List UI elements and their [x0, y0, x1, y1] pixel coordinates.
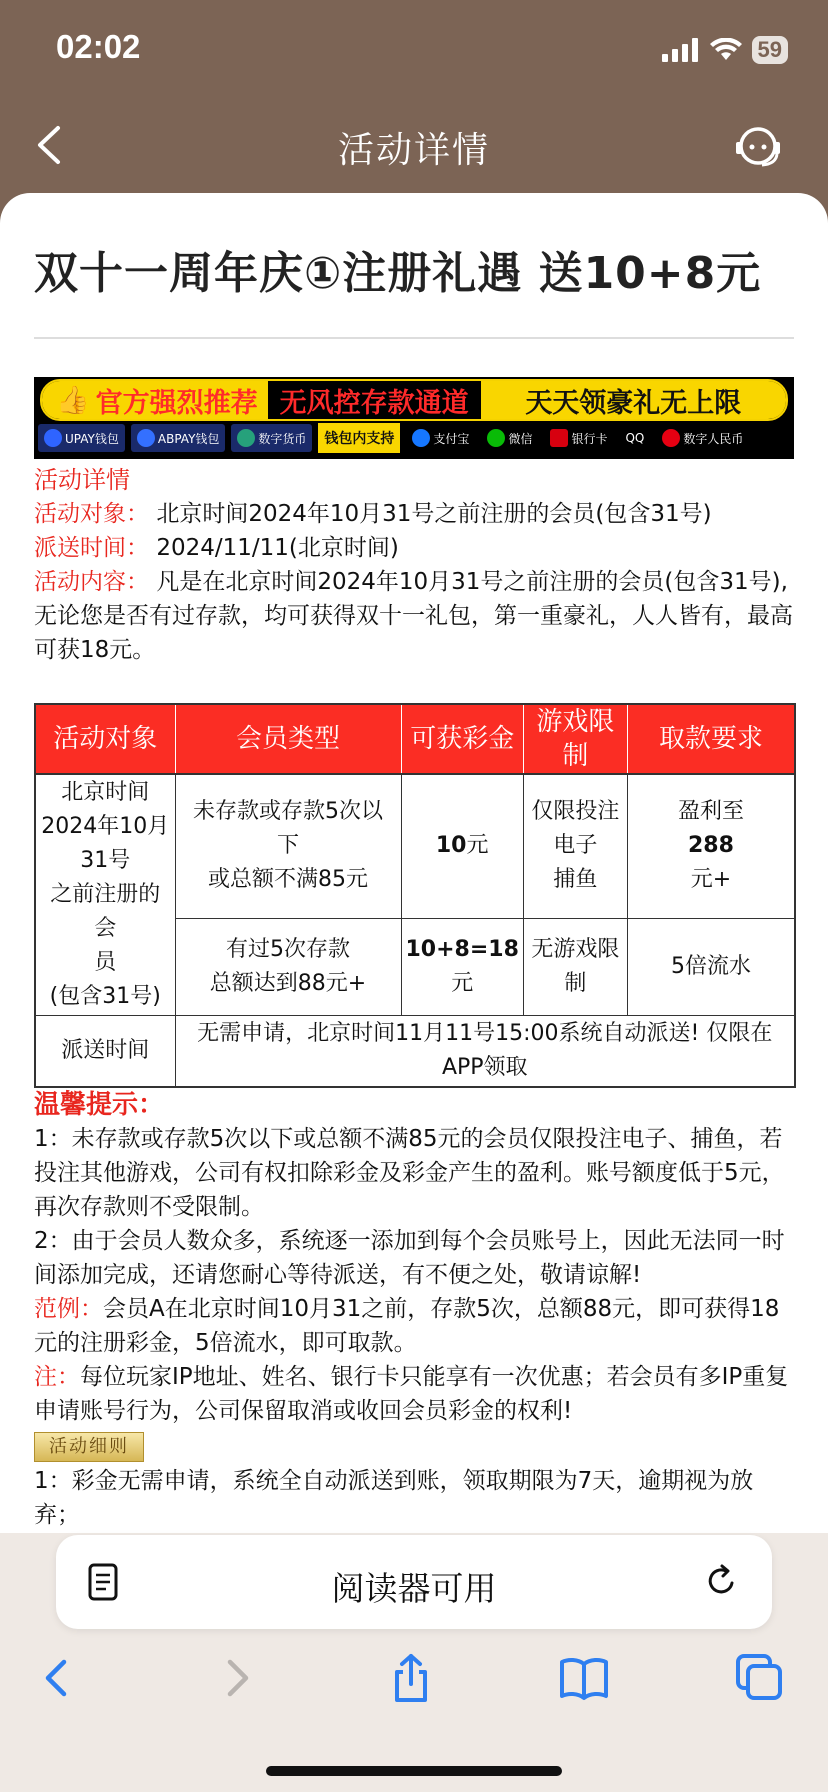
- alipay-icon: [412, 429, 430, 447]
- wifi-icon: [710, 38, 742, 62]
- banner-slogan-3: 天天领豪礼无上限: [481, 381, 786, 419]
- status-bar: [0, 0, 828, 100]
- wechat-icon: [487, 429, 505, 447]
- table-row: [35, 774, 795, 918]
- member-type-cell: 有过5次存款 总额达到88元+: [175, 918, 401, 1015]
- battery-indicator: 59: [752, 36, 788, 64]
- upay-logo-icon: [44, 429, 62, 447]
- unionpay-icon: [550, 429, 568, 447]
- tabs-icon[interactable]: [732, 1650, 788, 1706]
- activity-table: [34, 703, 796, 1088]
- thumbs-up-icon: 👍: [56, 385, 90, 416]
- withdraw-cell: 盈利至 288 元+: [627, 774, 795, 918]
- banner-payments: [34, 421, 794, 455]
- tip-note: 注：每位玩家IP地址、姓名、银行卡只能享有一次优惠；若会员有多IP重复申请账号行为，公司保留取消或收回会员彩金的权利!: [34, 1364, 789, 1424]
- detail-target: 活动对象： 北京时间2024年10月31号之前注册的会员(包含31号): [34, 501, 712, 527]
- pay-qq: QQ: [619, 424, 650, 452]
- banner-slogan-2: 无风控存款通道: [279, 387, 469, 419]
- tether-logo-icon: [237, 429, 255, 447]
- ecny-icon: [662, 429, 680, 447]
- game-limit-cell: 仅限投注 电子 捕鱼: [523, 774, 627, 918]
- nav-bar: [0, 100, 828, 190]
- tip-example: 范例：会员A在北京时间10月31之前，存款5次，总额88元，即可获得18元的注册彩金，5倍流水，即可取款。: [34, 1296, 780, 1356]
- rules-tag: 活动细则: [34, 1432, 144, 1462]
- bookmarks-icon[interactable]: [556, 1650, 612, 1706]
- table-header: 会员类型: [175, 704, 401, 774]
- wallet-abpay: ABPAY钱包: [131, 424, 226, 452]
- pay-wechat: 微信: [481, 424, 538, 452]
- tip-2: 2：由于会员人数众多，系统逐一添加到每个会员账号上，因此无法同一时间添加完成，还请您耐心等待派送，有不便之处，敬请谅解!: [34, 1228, 785, 1288]
- refresh-icon[interactable]: [704, 1563, 740, 1599]
- browser-back-icon[interactable]: [30, 1650, 86, 1706]
- bonus-cell: 10元: [401, 774, 523, 918]
- bonus-cell: 10+8=18 元: [401, 918, 523, 1015]
- wallet-upay: UPAY钱包: [38, 424, 125, 452]
- pay-ecny: 数字人民币: [656, 424, 749, 452]
- status-time: 02:02: [56, 28, 141, 65]
- rule-1: 1：彩金无需申请，系统全自动派送到账，领取期限为7天，逾期视为放弃；: [34, 1468, 754, 1528]
- table-header: 游戏限制: [523, 704, 627, 774]
- banner-slogan-1: 👍 官方强烈推荐: [42, 381, 268, 419]
- wallet-support-label: 钱包内支持: [318, 423, 400, 453]
- reader-label: 阅读器可用: [331, 1569, 497, 1608]
- pay-alipay: 支付宝: [406, 424, 475, 452]
- home-indicator: [266, 1766, 562, 1776]
- promo-banner: [34, 377, 794, 459]
- table-header: 活动对象: [35, 704, 175, 774]
- divider: [34, 337, 794, 339]
- detail-heading: 活动详情: [34, 466, 130, 494]
- withdraw-cell: 5倍流水: [627, 918, 795, 1015]
- signal-icon: [662, 38, 700, 62]
- table-header: 取款要求: [627, 704, 795, 774]
- nav-title: 活动详情: [337, 130, 490, 171]
- detail-time: 派送时间： 2024/11/11(北京时间): [34, 535, 399, 561]
- status-icons: [662, 36, 788, 64]
- dispatch-text-cell: 无需申请，北京时间11月11号15:00系统自动派送! 仅限在APP领取: [175, 1016, 795, 1088]
- pay-bankcard: 银行卡: [544, 424, 613, 452]
- tip-1: 1：未存款或存款5次以下或总额不满85元的会员仅限投注电子、捕鱼，若投注其他游戏，公司有权扣除彩金及彩金产生的盈利。账号额度低于5元，再次存款则不受限制。: [34, 1126, 785, 1220]
- share-icon[interactable]: [383, 1650, 439, 1706]
- rule-2: [34, 1532, 796, 1533]
- table-header-row: [35, 704, 795, 774]
- page-title: 双十一周年庆①注册礼遇 送10+8元: [34, 248, 762, 299]
- member-type-cell: 未存款或存款5次以 下 或总额不满85元: [175, 774, 401, 918]
- activity-content: [34, 463, 796, 1533]
- abpay-logo-icon: [137, 429, 155, 447]
- customer-service-icon[interactable]: [732, 120, 784, 172]
- target-cell: 北京时间 2024年10月 31号 之前注册的会 员 (包含31号): [35, 774, 175, 1016]
- tips-heading: 温馨提示：: [34, 1090, 165, 1120]
- table-row: [35, 1016, 795, 1088]
- reader-available-bar[interactable]: [56, 1535, 772, 1629]
- banner-slogans: [40, 379, 788, 421]
- detail-content: 活动内容： 凡是在北京时间2024年10月31号之前注册的会员(包含31号),无论您是否有过存款，均可获得双十一礼包，第一重豪礼，人人皆有，最高可获18元。: [34, 569, 793, 663]
- content-sheet: [0, 193, 828, 1533]
- browser-forward-icon[interactable]: [208, 1650, 264, 1706]
- table-header: 可获彩金: [401, 704, 523, 774]
- dispatch-label-cell: 派送时间: [35, 1016, 175, 1088]
- wallet-crypto: 数字货币: [231, 424, 312, 452]
- game-limit-cell: 无游戏限 制: [523, 918, 627, 1015]
